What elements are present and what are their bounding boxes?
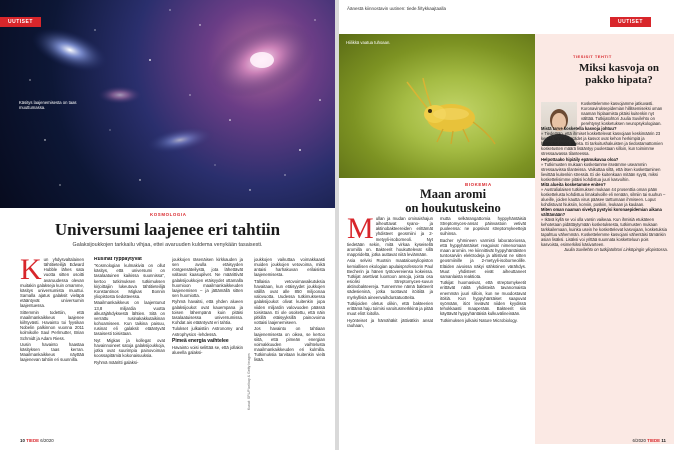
right-page bbox=[339, 0, 674, 450]
sidebar-credit: Juulia Suvilehto on tutkijatohtori Linköpingin yliopistossa. bbox=[563, 247, 668, 253]
paragraph: un yhdysvaltalainen tähtitieteilijä Edward Hubble lähes sata vuotta sitten osoitti avaruudessa olevan muitakin galakseja kuin omamme, käsitys universumista muuttui. Samalla ajatus galaksit vieläpä etääntyvät universumin laajentuessa. bbox=[20, 257, 84, 309]
paragraph: Maailmankaikkeus on laajentunut 13,8 miljardia vuotta alkuräjähdyksestä lähtien. Sitä on verrattu rusinakakkutaikinan kohoamiseen. Kun taikina paisuu, rusinat eli galaksit etääntyvät tasaisesti toisistaan. bbox=[94, 300, 165, 337]
column-4 bbox=[254, 257, 325, 433]
sidebar-answer: » Ikävä kyllä se voi olla varsin vaikeaa. Kun ihmisiä etukäteen kehotetaan pidättäytymään kosketuksesta, tutkimusten mukaan tarkkailemaan, kuinka usein he koskettelevat kasvojaan, kosketuksia tapahtuu vähemmän. Koskettelemme kasvojani vähentäisi tämänkin asian lisäksi. Lisäksi voi yrittää suunnata kosketteluun pois kasvoista, esimerkiksi käsivarteen. bbox=[541, 217, 667, 248]
paragraph: Tällaisia vetovoimavaikutuksia havaitaan, kun etäisyydet joukkojen välillä ovat alle 850 miljoonaa valovuotta. Uudessa tutkimuksessa galaksijoukot olivat kuitenkin jopa viiden miljardin valovuoden päässä toisistaan. Ei ole osoitettu, että näin pitkillä etäisyyksillä painovoima vottaisi laajenemiseen. bbox=[254, 278, 325, 326]
galaxy-hero-image bbox=[0, 0, 335, 208]
headline-line-1: Maan aromi bbox=[419, 187, 487, 201]
sidebar-lead: Koskettelemme kasvojamme jatkuvasti. Koronaviruksepidemian hillitsemiseksi oman naaman hiplaamista pitäisi kuitenkin nyt välttää. Tutkijatohtori Juulia Suvilehto on perehtynyt kosketuksen neuropsykologiaan. bbox=[581, 101, 663, 127]
page-number: 10 bbox=[20, 438, 25, 443]
sidebar-answer: » Tiedetään, että ihmiset koskettelevat kasvojaan keskimäärin 23 kertaa tunnissa. Kädet ja kasvot ovat kehon herkimpiä ja hermotetuimpia alueita. Ei tarkoitushakuisten ja tiedostamattomien kosketusten määrä lisääntyy puolestaan silloin, kun toimimme stressaavassa tilanteessa. bbox=[541, 131, 663, 157]
paragraph: Nyt Migkas ja kollegat ovat havainnoineet satoja galaksijoukkoja, jotka ovat suurimpia painovoiman koossapitämiä kokonaisuuksia. bbox=[94, 337, 165, 359]
breadcrumb: Äänestä kiinnostavin uutinen: tiede.fi/tykkaajtaalla bbox=[347, 6, 447, 11]
sidebar-question: Mitä alueita kosketamme eniten? bbox=[541, 181, 606, 187]
left-page bbox=[0, 0, 335, 450]
qa-sidebar bbox=[535, 34, 674, 444]
article-kicker: KOSMOLOGIA bbox=[150, 212, 187, 217]
article-headline bbox=[373, 188, 533, 215]
paragraph: "Kosmologian kulmakiviä on ollut käsitys, että universumi on tasalaatuinen kaikissa suunnissa", kertoo tutkimuksen tutkimuksen kirjoittajiin lukeutuva tähtitieteilijä Konstantinos Migkas Bonnin yliopistosta tiedotteessa. bbox=[94, 263, 165, 300]
issue-number: 6/2020 bbox=[632, 438, 646, 443]
magazine-brand: TIEDE bbox=[647, 438, 661, 443]
headline-line-2: on houkutuskeino bbox=[405, 200, 501, 215]
sidebar-answer: » Australialaisen tutkimuksen mukaan 44 prosenttia oman pään koskettelusta kohdistuu limakalvoille eli nenään, silmiin tai suuhun – alueille, joiden kautta virus pääsee tarttumaan ihmiseen. Loput kohdistuvat hiuksiin, korviin, poskiin, leukaan ja kaulaan. bbox=[541, 186, 666, 207]
article-headline: Universumi laajenee eri tahtiin bbox=[54, 220, 281, 239]
dropcap: M bbox=[347, 216, 374, 245]
page-footer bbox=[20, 438, 54, 443]
column-3 bbox=[172, 257, 243, 433]
article-kicker: BIOKEMIA bbox=[465, 182, 492, 187]
sidebar-question: Mistä tarve kosketella kasvoja johtuu? bbox=[541, 126, 617, 132]
magazine-brand: TIEDE bbox=[26, 438, 40, 443]
article-deck: Galaksijoukkojen tarkkailu vihjaa, ettei avaruuden kuldema venykään tasaisesti. bbox=[72, 242, 263, 248]
column-1 bbox=[347, 216, 433, 436]
paragraph: Tutkijat huomasivat, että streptomykeetit erittävät näitä yhdisteitä tavanomaista enemmän juuri silloin, kun ne muodostavat itöitiä. Kun hyppyhäntäiset saapuvat syömään, itiöt leviävät niiden kyydissä tehokkaasti maaperään. Bakteerit siis käyttävät hyppyhäntäisiä kulkuvälineinään. bbox=[440, 280, 526, 317]
paragraph: Bacher ryhmineen varmisti laboratoriossa, että hyppyhäntäiset reagoivat nimenomaan maan aromiin. He kiinnittivät hyppyhäntäisten tuntosarviin elektrodeja ja altistivat ne sitten geosmiinille ja 2-metyyli-isoborneolille. Eläiden aivoissa näkyi sähköinen värähdys. Muut yhdisteet eivät aiheuttaneet samanlaista reaktiota. bbox=[440, 237, 526, 279]
paragraph: Sittemmin todettiin, että maailmankaikkeus laajenee kiihtyvästi. Havainto toi fyysikan Nobelin palkinnon vuonna 2011 kolmikolle Saul Perlmutter, Brian Schmidt ja Adam Riess. bbox=[20, 309, 84, 341]
hero-caption: Hiilikkä vaatua tuhoaan. bbox=[346, 40, 391, 45]
page-number: 11 bbox=[661, 438, 666, 443]
sidebar-question: Helpottaako hipiäily epämukavaa oloa? bbox=[541, 156, 619, 162]
paragraph: Ryhmä havaitsi, että yhden alueen galaksijoukot ovat kauempana ja toisen lähempänä kuin pitäisi tasalaatuisessa universumissa. Kohdat ais etääntyvät eri tahtia. bbox=[172, 299, 243, 326]
paragraph: ullan ja mudan ominaishajun aiheuttavat syano- ja aktinobakteereiden erittämät yhdisteet geosmiini ja 2-metyyli-isoborneoli. Nyt tiedetään sekin, mitä virkaa kyseisellä aromilla on. Bakteerit houkuttelevat sillä mapprideltä, jotka auttavat niitä leviämään. bbox=[347, 216, 433, 258]
paragraph: Ryhmä määritti galaksi- bbox=[94, 359, 139, 365]
subheading: Pimeä energia vaihtelee bbox=[172, 337, 229, 344]
column-2 bbox=[94, 257, 165, 433]
dropcap: K bbox=[20, 257, 42, 286]
paragraph: mutta selkärangattomia hyppyhäntäisiä Streptomyces-ansat päinvastoin vetivät puoleensa: ne popsivat streptomykeettejä suihinsa. bbox=[440, 216, 526, 237]
paragraph: Tulokset julkaistiin Astronomy and Astrophysics -lehdessä. bbox=[172, 326, 243, 337]
sidebar-kicker: TIESISIT TEHTIT bbox=[573, 54, 612, 59]
hero-caption: Käsitys laajenemisesta on taas muuttumassa. bbox=[19, 100, 77, 111]
issue-number: 6/2020 bbox=[40, 438, 54, 443]
paragraph: Tutkijoiden oletus olikin, että bakteerien erittämä haju toimisi varoitusmerkkinä ja pitää muut eliöt loitolla. bbox=[347, 300, 433, 317]
section-tag: UUTISET bbox=[610, 17, 651, 27]
page-footer bbox=[633, 438, 667, 443]
sidebar-title: Miksi kasvoja on pakko hipata? bbox=[578, 62, 660, 86]
sidebar-question: Miten oman naaman sivelyä pystyisi koronaepidemian aikana välttämään? bbox=[541, 206, 662, 218]
sidebar-answer: » Tutkimusten mukaan kosketamme itseämme useammin stressaavissa tilanteissa. Vaikuttaa siltä, että itsen koskettaminen lievittää kuitenkin stressiä. Ei ole kuitenkaan mitään syytä, miksi koskettelisimme pitäisi kohdistua juuri kasvoihin. bbox=[541, 161, 661, 182]
paragraph: Tutkimuksen julkaisi Nature Microbiology. bbox=[440, 317, 518, 323]
paragraph: Havainto voisi selittää se, että jollakin alueella galaksi- bbox=[172, 344, 243, 356]
sidebar-body bbox=[541, 101, 668, 436]
paragraph: Jos havainto on tahtiaan laajenemisesta on oikea, se kertoo siitä, että pimeän energian voimakkuuden vaihtelusta maailmankaikkeuden eri kulmilla. Tutkimuksia tarvitaan kuitenkin vielä lisää. bbox=[254, 326, 325, 363]
paragraph: joukkojen vaikuttaa voimakkaasti muiden joukkojen vetovoima, mikä antaisi harhakuvan erilaisista laajenemisesta. bbox=[254, 257, 325, 278]
column-1 bbox=[20, 257, 84, 433]
photo-credit: Kuvat: SPL/Pixelbay & Getty Images bbox=[247, 353, 251, 410]
subheading: Rusinat ryppäytyvät bbox=[94, 257, 142, 262]
column-2 bbox=[440, 216, 526, 436]
paragraph: joukkojen räsenäisen kirkkauden ja sen avulla etäisyyden röntgensäteilystä, jota lähettävät valtavat kaasupilvet. Ne määrittivät galaksijoukkojen etäisyydet ottamalla huomioon maailmankaikkeuden laajenemisen – ja jättämällä sitten sen huomiotta. bbox=[172, 257, 243, 299]
paragraph: Asia selvisi Ruotsin maatalousyliopiston kemiallisen ekologian apulaisprofessorin Paul Becherin ja hänen työtovereiensa kokeissa. Tutkijat asettivat luontoon ansoja, joista osa esiolisi Streptomyces-suvun aktinobakteereja. Tunnemme nämä bakteerit sädesieninä, jotka tuottavat itöitiitä ja myrkyllisiä aineenvaihduntatuotteita. bbox=[347, 258, 433, 300]
section-tag: UUTISET bbox=[0, 17, 41, 27]
paragraph: Hyönteiset ja hämähäkit jättivätkin ansat rauhaan, bbox=[347, 317, 433, 328]
paragraph: Uusin havainto haastaa käsityksen taas kerran. Maailmankaikkeus näyttää laajenevan tahtiin eri suunnilla. bbox=[20, 341, 84, 363]
